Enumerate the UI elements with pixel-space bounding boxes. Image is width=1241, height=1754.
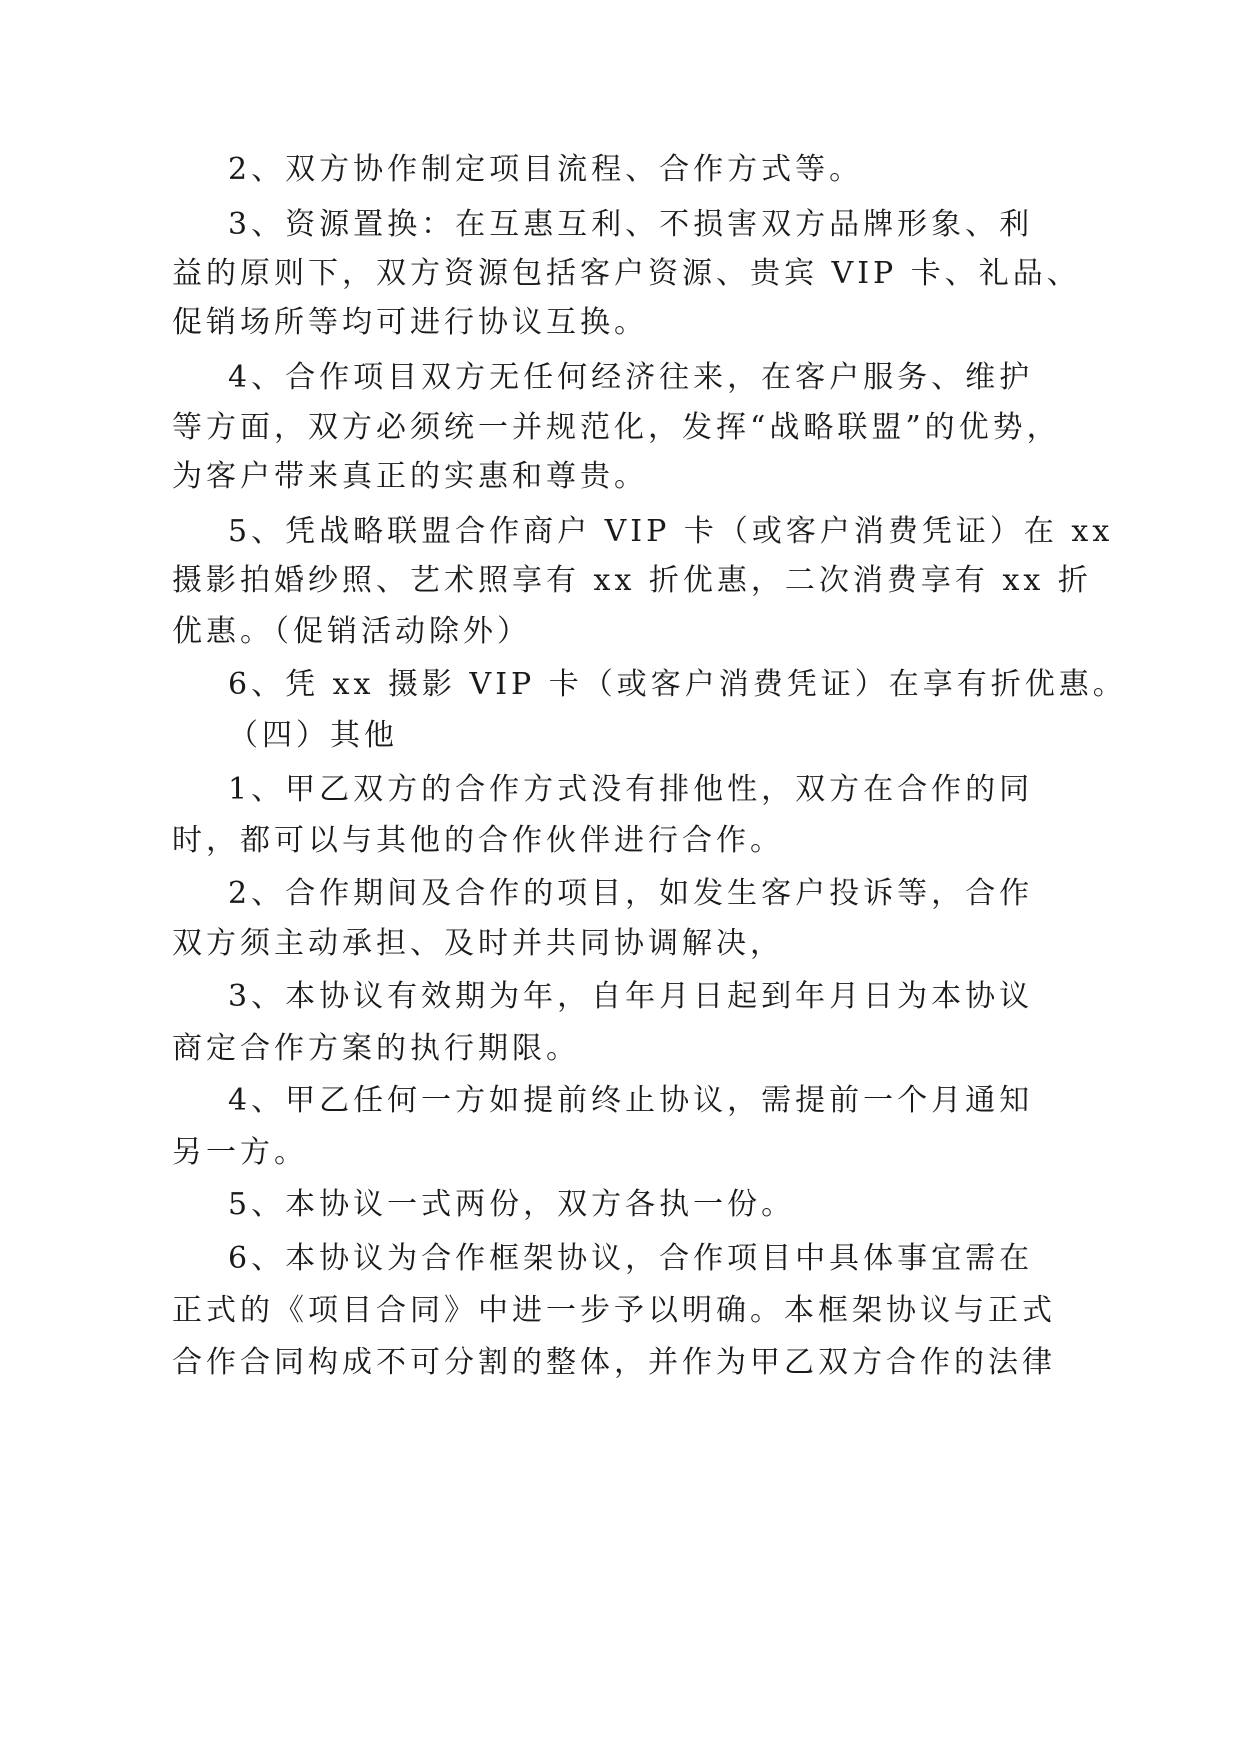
text-line: 2、双方协作制定项目流程、合作方式等。 (228, 152, 864, 187)
text-line: 商定合作方案的执行期限。 (172, 1031, 580, 1066)
text-line: 摄影拍婚纱照、艺术照享有 xx 折优惠，二次消费享有 xx 折 (172, 563, 1092, 598)
text-line: 等方面，双方必须统一并规范化，发挥“战略联盟”的优势， (172, 410, 1061, 445)
text-line: 6、凭 xx 摄影 VIP 卡（或客户消费凭证）在享有折优惠。 (228, 667, 1127, 702)
text-line: 双方须主动承担、及时并共同协调解决， (172, 926, 784, 961)
text-line: 4、合作项目双方无任何经济往来，在客户服务、维护 (228, 360, 1034, 395)
text-line: 5、凭战略联盟合作商户 VIP 卡（或客户消费凭证）在 xx (228, 514, 1114, 549)
text-line: 优惠。（促销活动除外） (172, 614, 531, 649)
text-line: 时，都可以与其他的合作伙伴进行合作。 (172, 823, 784, 858)
text-line: 3、资源置换：在互惠互利、不损害双方品牌形象、利 (228, 207, 1034, 242)
text-line: 正式的《项目合同》中进一步予以明确。本框架协议与正式 (172, 1293, 1056, 1328)
text-line: 6、本协议为合作框架协议，合作项目中具体事宜需在 (228, 1241, 1034, 1276)
text-line: 4、甲乙任何一方如提前终止协议，需提前一个月通知 (228, 1083, 1034, 1118)
text-line: 5、本协议一式两份，双方各执一份。 (228, 1187, 796, 1222)
text-line: 促销场所等均可进行协议互换。 (172, 305, 648, 340)
text-line: 为客户带来真正的实惠和尊贵。 (172, 459, 648, 494)
text-line: 2、合作期间及合作的项目，如发生客户投诉等，合作 (228, 876, 1034, 911)
section-heading: （四）其他 (228, 718, 398, 753)
text-line: 1、甲乙双方的合作方式没有排他性，双方在合作的同 (228, 772, 1034, 807)
text-line: 另一方。 (172, 1135, 308, 1170)
text-line: 益的原则下，双方资源包括客户资源、贵宾 VIP 卡、礼品、 (172, 256, 1081, 291)
text-line: 合作合同构成不可分割的整体，并作为甲乙双方合作的法律 (172, 1345, 1056, 1380)
text-line: 3、本协议有效期为年，自年月日起到年月日为本协议 (228, 979, 1034, 1014)
